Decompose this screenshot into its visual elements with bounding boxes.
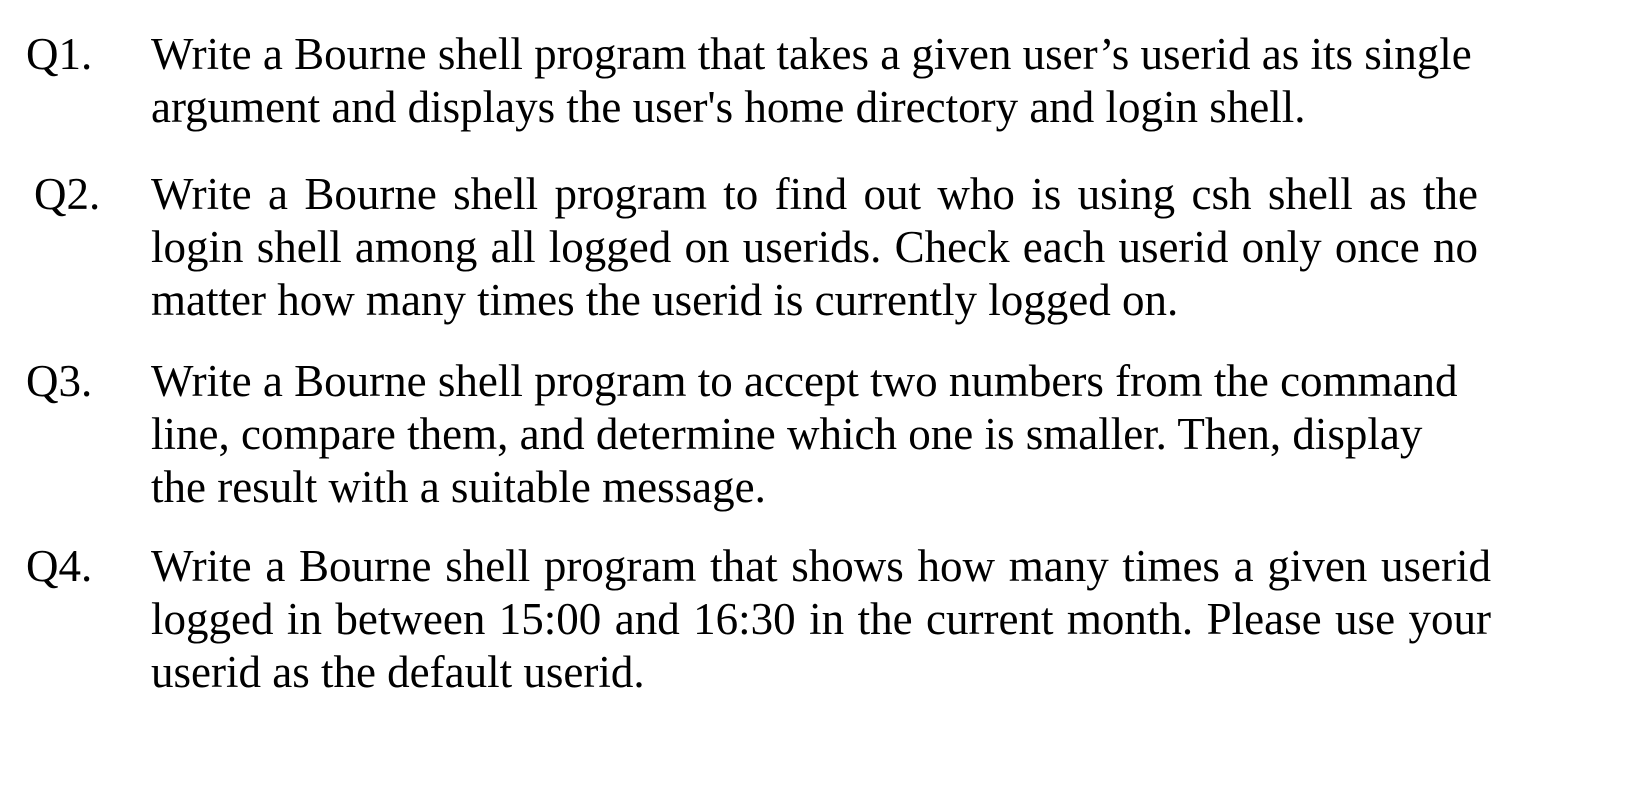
question-line: login shell among all logged on userids. Check each userid only once no <box>151 222 1478 272</box>
question-line: matter how many times the userid is currently logged on. <box>151 275 1179 325</box>
question-line: line, compare them, and determine which one is smaller. Then, display <box>151 409 1423 459</box>
question-number: Q2. <box>34 169 101 219</box>
question-text <box>151 355 1551 514</box>
question-number: Q3. <box>26 356 93 406</box>
question-text <box>151 168 1551 327</box>
question-line: the result with a suitable message. <box>151 462 766 512</box>
question-line: Write a Bourne shell program that takes a given user’s userid as its single <box>151 29 1472 79</box>
question-line: userid as the default userid. <box>151 647 645 697</box>
question-line: argument and displays the user's home directory and login shell. <box>151 82 1306 132</box>
question-text <box>151 540 1551 699</box>
question-line: logged in between 15:00 and 16:30 in the current month. Please use your <box>151 594 1491 644</box>
question-number: Q1. <box>26 29 93 79</box>
question-text <box>151 28 1551 134</box>
question-line: Write a Bourne shell program that shows how many times a given userid <box>151 541 1491 591</box>
question-line: Write a Bourne shell program to find out who is using csh shell as the <box>151 169 1478 219</box>
question-line: Write a Bourne shell program to accept two numbers from the command <box>151 356 1458 406</box>
question-number: Q4. <box>26 541 93 591</box>
